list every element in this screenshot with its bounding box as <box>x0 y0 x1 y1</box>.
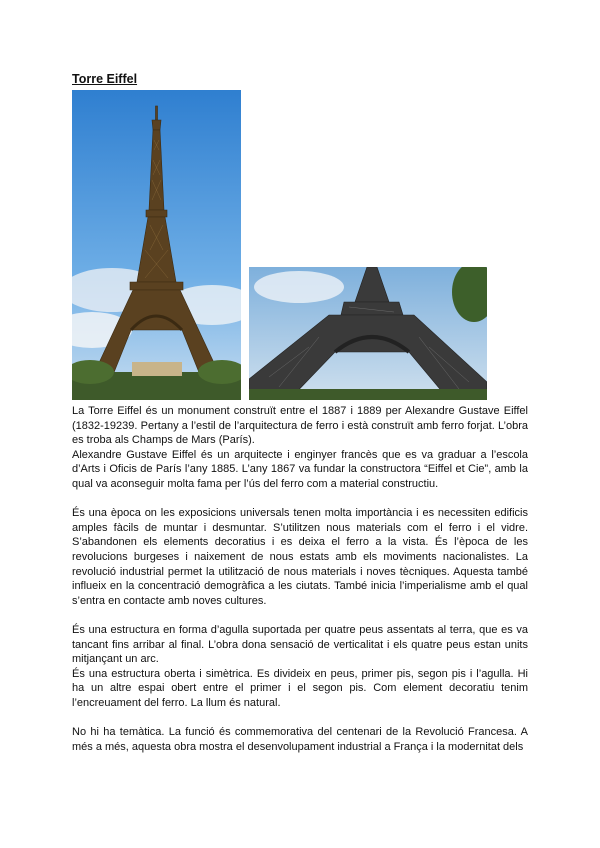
document-title: Torre Eiffel <box>72 72 138 86</box>
paragraph-gap <box>72 608 528 623</box>
paragraph-1: La Torre Eiffel és un monument construït entre el 1887 i 1889 per Alexandre Gustave Eiffel (1832-19239. Pertany a l’estil de l’arquitectura de ferro i està construït amb ferro forjat. L’obra es troba als Champs de Mars (París). <box>72 405 528 447</box>
paragraph-4: És una estructura en forma d’agulla suportada per quatre peus assentats al terra, que es va tancant fins arribar al final. L’obra dona sensació de verticalitat i els quatre peus estan units mitjançant un arc. <box>72 623 528 666</box>
paragraph-gap <box>72 492 528 507</box>
paragraph-2: Alexandre Gustave Eiffel és un arquitecte i enginyer francès que es va graduar a l’escola d’Arts i Oficis de París l’any 1885. L’any 1867 va fundar la constructora “Eiffel et Cie”, amb la qual va aconseguir molta fama per l’ús del ferro com a material constructiu. <box>72 448 528 490</box>
paragraph-3: És una època on les exposicions universals tenen molta importància i es necessiten edificis amples fàcils de muntar i desmuntar. S’utilitzen nous materials com el ferro i el vidre. S’abandonen els elements decoratius i es deixa el ferro a la vista. És l’època de les revolucions burgeses i naixement de nous estats amb els moviments nacionalistes. La revolució industrial permet la utilització de nous materials i noves tècniques. Aquesta també influeix en la concentració demogràfica a les ciutats. També inicia l’imperialisme amb el qual s’entra en contacte amb noves cultures. <box>72 507 528 607</box>
paragraph-gap <box>72 710 528 725</box>
eiffel-tower-photo <box>72 90 241 400</box>
eiffel-tower-base-photo <box>249 267 487 400</box>
paragraph-5: És una estructura oberta i simètrica. Es divideix en peus, primer pis, segon pis i l’agulla. Hi ha un altre espai obert entre el primer i el segon pis. Com element decoratiu tenim l’encreuament del ferro. La llum és natural. <box>72 667 528 709</box>
paragraph-6: No hi ha temàtica. La funció és commemorativa del centenari de la Revolució Francesa. A més a més, aquesta obra mostra el desenvolupament industrial a França i la modernitat dels <box>72 726 528 753</box>
document-body <box>72 404 528 754</box>
